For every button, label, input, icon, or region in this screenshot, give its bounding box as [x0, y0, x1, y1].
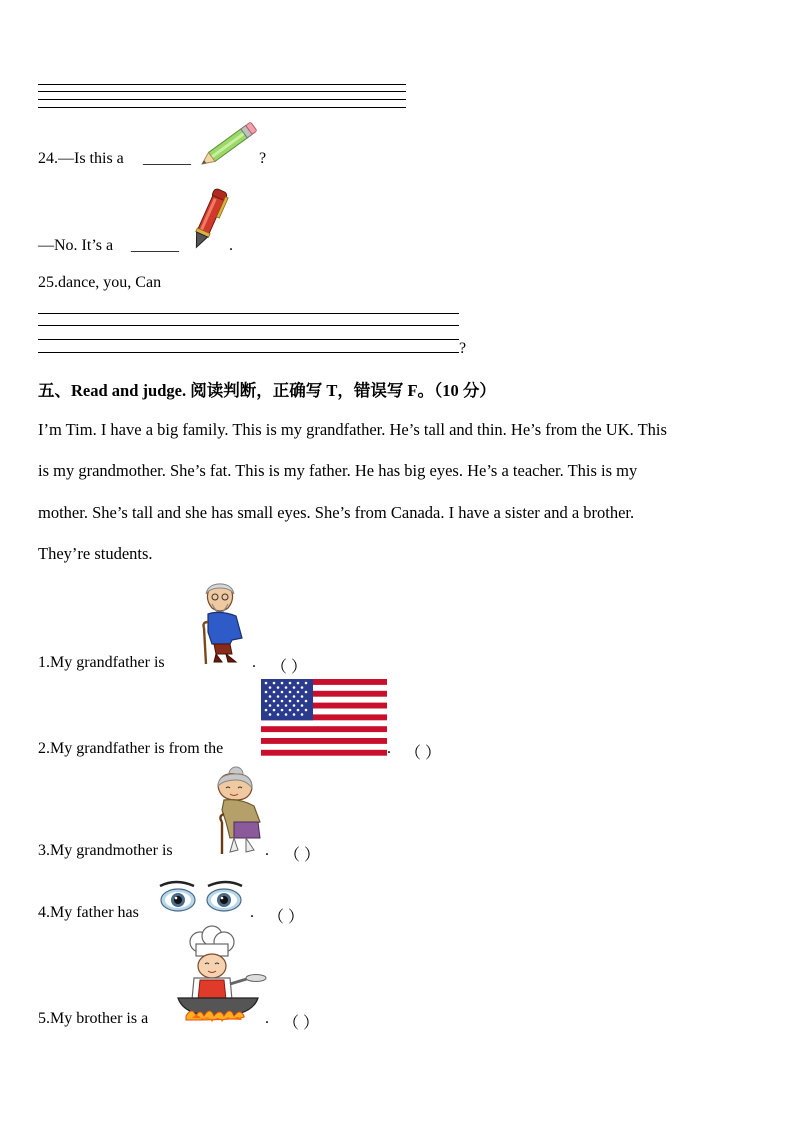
old-man-with-cane-picture	[192, 582, 250, 666]
passage-line: They’re students.	[38, 544, 153, 563]
answer-line	[38, 91, 406, 92]
item-5-text: 5.My brother is a	[38, 1010, 149, 1027]
item-3-end: .	[265, 842, 269, 859]
section-heading: 五、Read and judge. 阅读判断，正确写 T，错误写 F。（10 分）	[38, 381, 496, 400]
item-2-end: .	[387, 740, 391, 757]
passage-line: mother. She’s tall and she has small eyes. She’s from Canada. I have a sister and a brother.	[38, 503, 635, 522]
answer-line	[38, 107, 406, 108]
eyes-picture	[158, 878, 244, 918]
answer-line	[38, 313, 459, 314]
item-4-end: .	[250, 904, 254, 921]
q24-line1-suffix: ?	[259, 150, 267, 167]
answer-line	[38, 325, 459, 326]
q24-line2-blank[interactable]: ______	[131, 237, 179, 254]
pencil-icon	[196, 122, 262, 168]
q24-line1-prefix: 24.—Is this a	[38, 150, 124, 167]
item-2-text: 2.My grandfather is from the	[38, 740, 224, 757]
item-4-answer-paren[interactable]: （ ）	[268, 909, 305, 926]
item-4-text: 4.My father has	[38, 904, 139, 921]
item-1-text: 1.My grandfather is	[38, 654, 165, 671]
answer-line	[38, 99, 406, 100]
q25-prompt: 25.dance, you, Can	[38, 274, 162, 291]
chef-cooking-picture	[172, 928, 268, 1028]
usa-flag-picture	[261, 679, 387, 756]
passage-line: I’m Tim. I have a big family. This is my grandfather. He’s tall and thin. He’s from the UK. This	[38, 420, 667, 439]
q24-line1-blank[interactable]: ______	[143, 150, 191, 167]
item-5-end: .	[265, 1010, 269, 1027]
q24-line2-prefix: —No. It’s a	[38, 237, 114, 254]
q24-line2-suffix: .	[229, 237, 233, 254]
answer-line	[38, 339, 459, 340]
answer-line	[38, 352, 459, 353]
item-3-answer-paren[interactable]: （ ）	[284, 847, 321, 864]
q25-question-mark: ?	[459, 340, 467, 357]
passage-line: is my grandmother. She’s fat. This is my father. He has big eyes. He’s a teacher. This is my	[38, 461, 638, 480]
item-3-text: 3.My grandmother is	[38, 842, 173, 859]
item-1-end: .	[252, 654, 256, 671]
pen-icon	[186, 186, 232, 252]
item-1-answer-paren[interactable]: （ ）	[271, 659, 308, 676]
item-2-answer-paren[interactable]: （ ）	[405, 745, 442, 762]
answer-line	[38, 84, 406, 85]
old-woman-with-cane-picture	[200, 766, 268, 856]
item-5-answer-paren[interactable]: （ ）	[283, 1015, 320, 1032]
